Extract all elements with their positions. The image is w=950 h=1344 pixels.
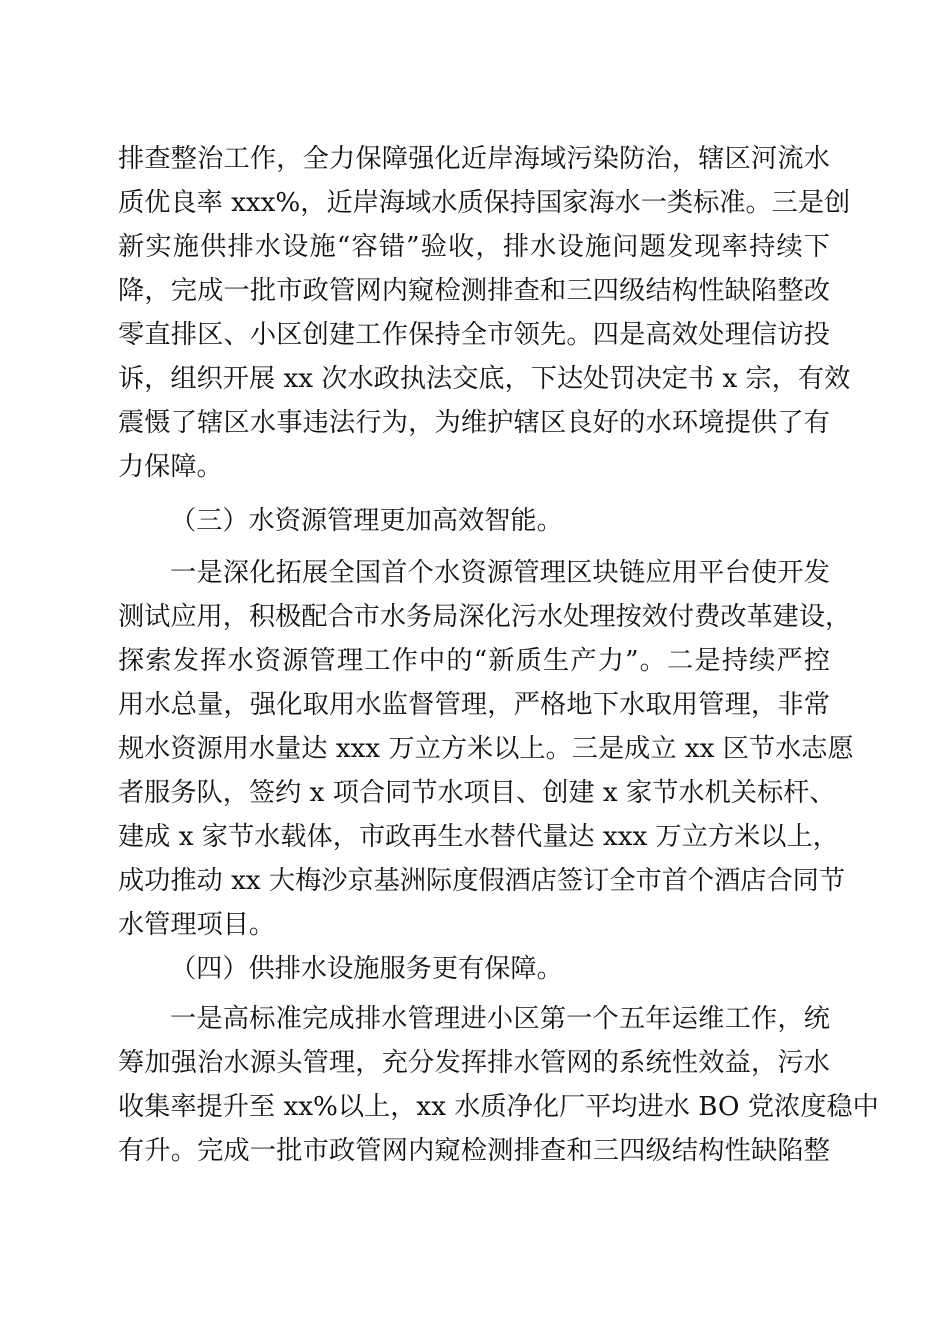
paragraph-line: 成功推动 xx 大梅沙京基洲际度假酒店签订全市首个酒店合同节: [118, 866, 846, 896]
paragraph-line: 排查整治工作，全力保障强化近岸海域污染防治，辖区河流水: [118, 144, 830, 174]
paragraph-line: 新实施供排水设施“容错”验收，排水设施问题发现率持续下: [118, 232, 830, 262]
paragraph-line: 收集率提升至 xx%以上，xx 水质净化厂平均进水 BO 党浓度稳中: [118, 1092, 879, 1122]
paragraph-line: 用水总量，强化取用水监督管理，严格地下水取用管理，非常: [118, 690, 830, 720]
paragraph-line: 零直排区、小区创建工作保持全市领先。四是高效处理信访投: [118, 320, 830, 350]
paragraph-line: 降，完成一批市政管网内窥检测排查和三四级结构性缺陷整改: [118, 276, 830, 306]
paragraph-line: 一是高标准完成排水管理进小区第一个五年运维工作，统: [170, 1004, 830, 1034]
section-heading-3: （三）水资源管理更加高效智能。: [170, 506, 563, 536]
paragraph-line: 力保障。: [118, 452, 223, 482]
section-heading-4: （四）供排水设施服务更有保障。: [170, 954, 563, 984]
paragraph-line: 建成 x 家节水载体，市政再生水替代量达 xxx 万立方米以上，: [118, 822, 839, 852]
paragraph-line: 探索发挥水资源管理工作中的“新质生产力”。二是持续严控: [118, 646, 830, 676]
paragraph-line: 质优良率 xxx%，近岸海域水质保持国家海水一类标准。三是创: [118, 188, 851, 218]
paragraph-line: 测试应用，积极配合市水务局深化污水处理按效付费改革建设，: [118, 602, 852, 632]
paragraph-line: 者服务队，签约 x 项合同节水项目、创建 x 家节水机关标杆、: [118, 778, 836, 808]
paragraph-line: 有升。完成一批市政管网内窥检测排查和三四级结构性缺陷整: [118, 1136, 830, 1166]
paragraph-line: 一是深化拓展全国首个水资源管理区块链应用平台使开发: [170, 558, 830, 588]
paragraph-line: 诉，组织开展 xx 次水政执法交底，下达处罚决定书 x 宗，有效: [118, 364, 851, 394]
paragraph-line: 筹加强治水源头管理，充分发挥排水管网的系统性效益，污水: [118, 1048, 830, 1078]
paragraph-line: 震慑了辖区水事违法行为，为维护辖区良好的水环境提供了有: [118, 408, 830, 438]
paragraph-line: 水管理项目。: [118, 910, 276, 940]
paragraph-line: 规水资源用水量达 xxx 万立方米以上。三是成立 xx 区节水志愿: [118, 734, 854, 764]
